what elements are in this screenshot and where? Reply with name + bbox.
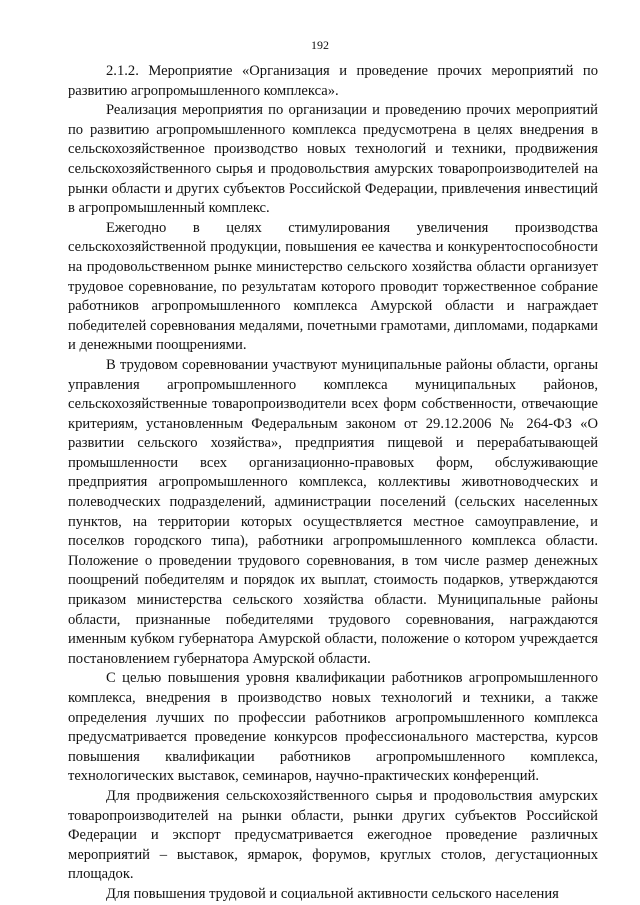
paragraph: Для повышения трудовой и социальной активности сельского населения: [106, 885, 559, 902]
paragraph-heading: 2.1.2. Мероприятие «Организация и проведение прочих мероприятий по развитию агропромышленного комплекса».: [68, 63, 598, 99]
page-number: 192: [311, 38, 329, 52]
paragraph: В трудовом соревновании участвуют муниципальные районы области, органы управления агропромышленного комплекса муниципальных районов, сельскохозяйственные товаропроизводители всех форм собственности, отвечающие критериям, установленным Федеральным законом от 29.12.2006 № 264-ФЗ «О развитии сельского хозяйства», предприятия пищевой и перерабатывающей промышленности всех организационно-правовых форм, обслуживающие предприятия агропромышленного комплекса, коллективы животноводческих и полеводческих подразделений, администрации поселений (сельских населенных пунктов, на территории которых осуществляется местное самоуправление, и поселков городского типа), работники агропромышленного комплекса области. Положение о проведении трудового соревнования, в том числе размер денежных поощрений победителям и порядок их выплат, стоимость подарков, утверждаются приказом министерства сельского хозяйства области. Муниципальные районы области, признанные победителями трудового соревнования, награждаются именным кубком губернатора Амурской области, положение о котором учреждается постановлением губернатора Амурской области.: [68, 356, 598, 667]
paragraph: С целью повышения уровня квалификации работников агропромышленного комплекса, внедрения в производство новых технологий и техники, а также определения лучших по профессии работников агропромышленного комплекса предусматривается проведение конкурсов профессионального мастерства, курсов повышения квалификации работников агропромышленного комплекса, технологических выставок, семинаров, научно-практических конференций.: [68, 670, 598, 785]
paragraph: Реализация мероприятия по организации и проведению прочих мероприятий по развитию агропромышленного комплекса предусмотрена в целях внедрения в сельскохозяйственное производство новых технологий и техники, продвижения сельскохозяйственного сырья и продовольствия амурских товаропроизводителей на рынки области и других субъектов Российской Федерации, привлечения инвестиций в агропромышленный комплекс.: [68, 102, 598, 217]
paragraph: Для продвижения сельскохозяйственного сырья и продовольствия амурских товаропроизводителей на рынки области, рынки других субъектов Российской Федерации и экспорт предусматривается ежегодное проведение различных мероприятий – выставок, ярмарок, форумов, круглых столов, дегустационных площадок.: [68, 787, 598, 883]
paragraph: Ежегодно в целях стимулирования увеличения производства сельскохозяйственной продукции, повышения ее качества и конкурентоспособности на продовольственном рынке министерство сельского хозяйства области организует трудовое соревнование, по результатам которого проводит торжественное собрание работников агропромышленного комплекса Амурской области и награждает победителей соревнования медалями, почетными грамотами, дипломами, подарками и денежными поощрениями.: [68, 219, 598, 354]
document-body: [68, 62, 598, 905]
